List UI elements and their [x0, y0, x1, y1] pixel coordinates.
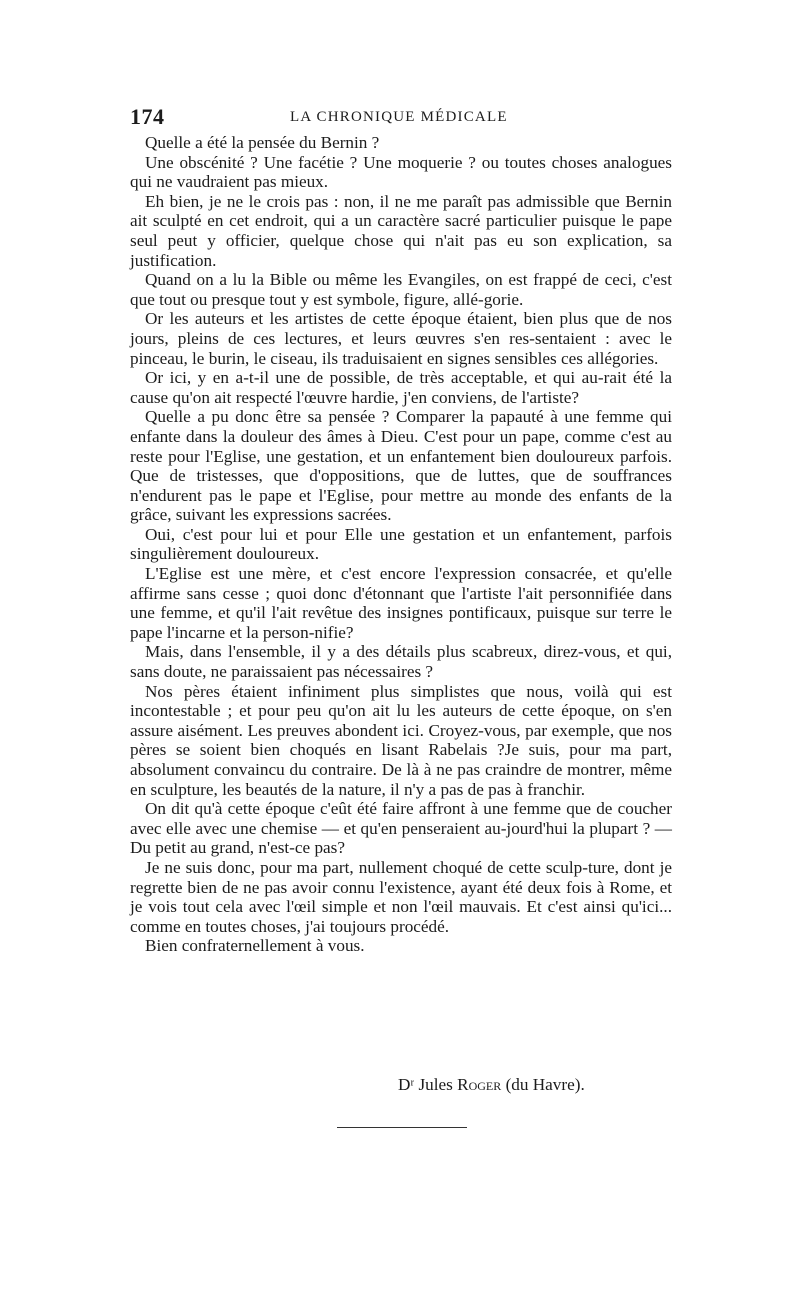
signature-first-name: Jules	[418, 1075, 453, 1094]
article-body	[130, 133, 672, 956]
paragraph: Je ne suis donc, pour ma part, nullement choqué de cette sculp-ture, dont je regrette bien de ne pas avoir connu l'existence, ayant été deux fois à Rome, et je vois tout cela avec l'œil simple et non l'œil mauvais. Et c'est ainsi qu'ici... comme en toutes choses, j'ai toujours procédé.	[130, 857, 672, 936]
paragraph: Quelle a pu donc être sa pensée ? Comparer la papauté à une femme qui enfante dans la douleur des âmes à Dieu. C'est pour un pape, comme c'est au reste pour l'Eglise, une gestation, et un enfantement bien douloureux parfois. Que de tristesses, que d'oppositions, que de luttes, que de souffrances n'endurent pas le pape et l'Eglise, pour mettre au monde des enfants de la grâce, suivant les expressions sacrées.	[130, 407, 672, 525]
signature-last-name: Roger	[457, 1075, 502, 1094]
paragraph: Quelle a été la pensée du Bernin ?	[145, 133, 380, 152]
paragraph: Une obscénité ? Une facétie ? Une moquerie ? ou toutes choses analogues qui ne vaudraient pas mieux.	[130, 152, 672, 192]
signature	[398, 1075, 585, 1095]
paragraph: Nos pères étaient infiniment plus simplistes que nous, voilà qui est incontestable ; et pour peu qu'on ait lu les auteurs de cette époque, on s'en assure aisément. Les preuves abondent ici. Croyez-vous, par exemple, que nos pères se soient bien choqués en lisant Rabelais ?Je suis, pour ma part, absolument convaincu du contraire. De là à ne pas craindre de montrer, même en sculpture, les beautés de la nature, il n'y a pas de pas à franchir.	[130, 681, 672, 799]
paragraph: Or ici, y en a-t-il une de possible, de très acceptable, et qui au-rait été la cause qu'on ait respecté l'œuvre hardie, j'en conviens, de l'artiste?	[130, 368, 672, 407]
paragraph: Bien confraternellement à vous.	[145, 936, 365, 956]
running-title: LA CHRONIQUE MÉDICALE	[290, 109, 508, 125]
end-rule	[337, 1127, 467, 1128]
paragraph: Eh bien, je ne le crois pas : non, il ne me paraît pas admissible que Bernin ait sculpté en cet endroit, qui a un caractère sacré particulier puisque le pape seul peut y officier, quelque chose qui n'ait pas eu son explication, sa justification.	[130, 191, 672, 270]
paragraph: L'Eglise est une mère, et c'est encore l'expression consacrée, et qu'elle affirme sans cesse ; quoi donc d'étonnant que l'artiste l'ait personnifiée dans une femme, et qu'il l'ait revêtue des insignes pontificaux, puisque sur terre le pape l'incarne et la person-nifie?	[130, 564, 672, 642]
paragraph: Oui, c'est pour lui et pour Elle une gestation et un enfantement, parfois singulièrement douloureux.	[130, 524, 672, 564]
paragraph: Or les auteurs et les artistes de cette époque étaient, bien plus que de nos jours, pleins de ces lectures, et leurs œuvres s'en res-sentaient : avec le pinceau, le burin, le ciseau, ils traduisaient en signes sensibles ces allégories.	[130, 309, 672, 368]
page-number: 174	[130, 104, 165, 129]
page-header	[130, 104, 672, 132]
paragraph: Quand on a lu la Bible ou même les Evangiles, on est frappé de ceci, c'est que tout ou presque tout y est symbole, figure, allé-gorie.	[130, 270, 672, 309]
signature-place: (du Havre).	[505, 1075, 585, 1094]
paragraph: On dit qu'à cette époque c'eût été faire affront à une femme que de coucher avec elle avec une chemise — et qu'en penseraient au-jourd'hui la plupart ? — Du petit au grand, n'est-ce pas?	[130, 799, 672, 858]
paragraph: Mais, dans l'ensemble, il y a des détails plus scabreux, direz-vous, et qui, sans doute, ne paraissaient pas nécessaires ?	[130, 642, 672, 682]
signature-title: Dʳ	[398, 1075, 415, 1094]
